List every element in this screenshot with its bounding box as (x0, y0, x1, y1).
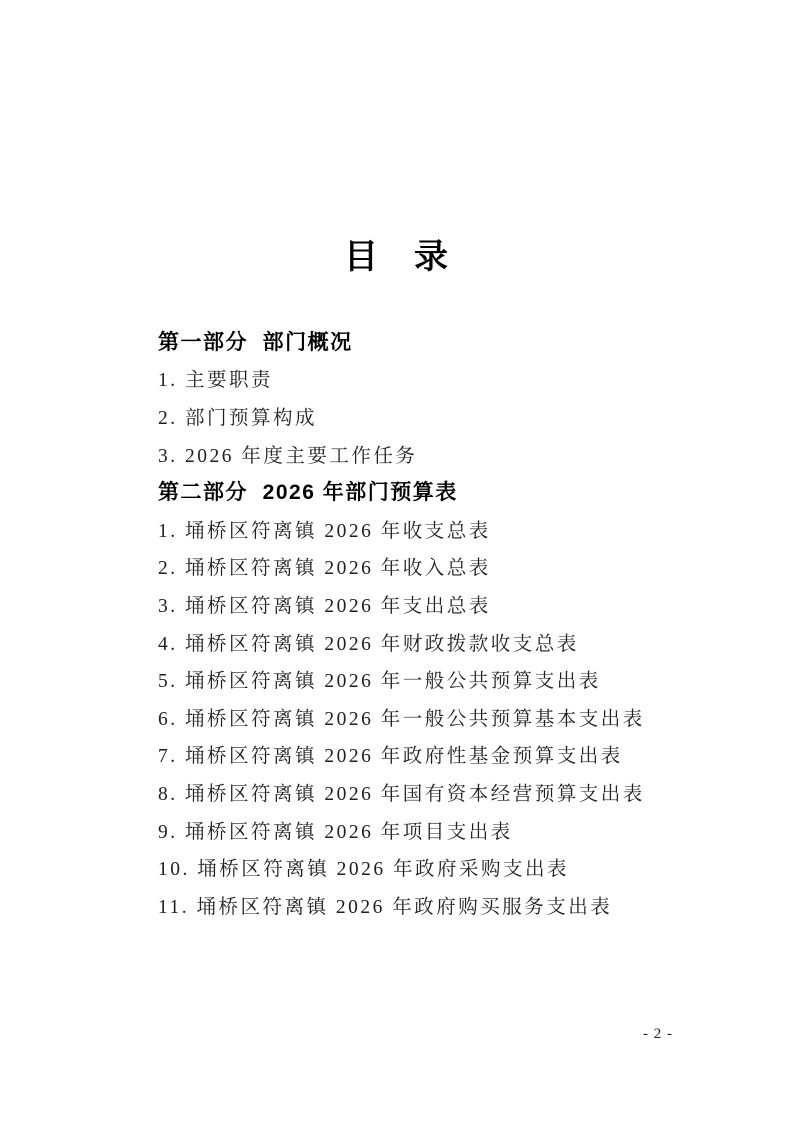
toc-item: 1. 主要职责 (158, 370, 274, 392)
toc-item: 6. 埇桥区符离镇 2026 年一般公共预算基本支出表 (158, 708, 645, 730)
toc-section-1-heading: 第一部分 部门概况 (158, 330, 353, 354)
toc-item: 3. 2026 年度主要工作任务 (158, 445, 418, 467)
toc-item: 3. 埇桥区符离镇 2026 年支出总表 (158, 595, 491, 617)
toc-item: 1. 埇桥区符离镇 2026 年收支总表 (158, 520, 491, 542)
toc-item: 10. 埇桥区符离镇 2026 年政府采购支出表 (158, 859, 570, 881)
toc-item: 7. 埇桥区符离镇 2026 年政府性基金预算支出表 (158, 746, 623, 768)
page-number: - 2 - (643, 1026, 673, 1042)
toc-item: 9. 埇桥区符离镇 2026 年项目支出表 (158, 821, 513, 843)
toc-section-2-heading: 第二部分 2026 年部门预算表 (158, 481, 458, 505)
toc-item: 2. 埇桥区符离镇 2026 年收入总表 (158, 558, 491, 580)
toc-item: 4. 埇桥区符离镇 2026 年财政拨款收支总表 (158, 633, 579, 655)
toc-item: 8. 埇桥区符离镇 2026 年国有资本经营预算支出表 (158, 783, 645, 805)
toc-item: 2. 部门预算构成 (158, 407, 318, 429)
toc-item: 5. 埇桥区符离镇 2026 年一般公共预算支出表 (158, 671, 601, 693)
table-of-contents (158, 322, 718, 924)
page-title: 目 录 (344, 238, 449, 276)
toc-item: 11. 埇桥区符离镇 2026 年政府购买服务支出表 (158, 896, 613, 918)
